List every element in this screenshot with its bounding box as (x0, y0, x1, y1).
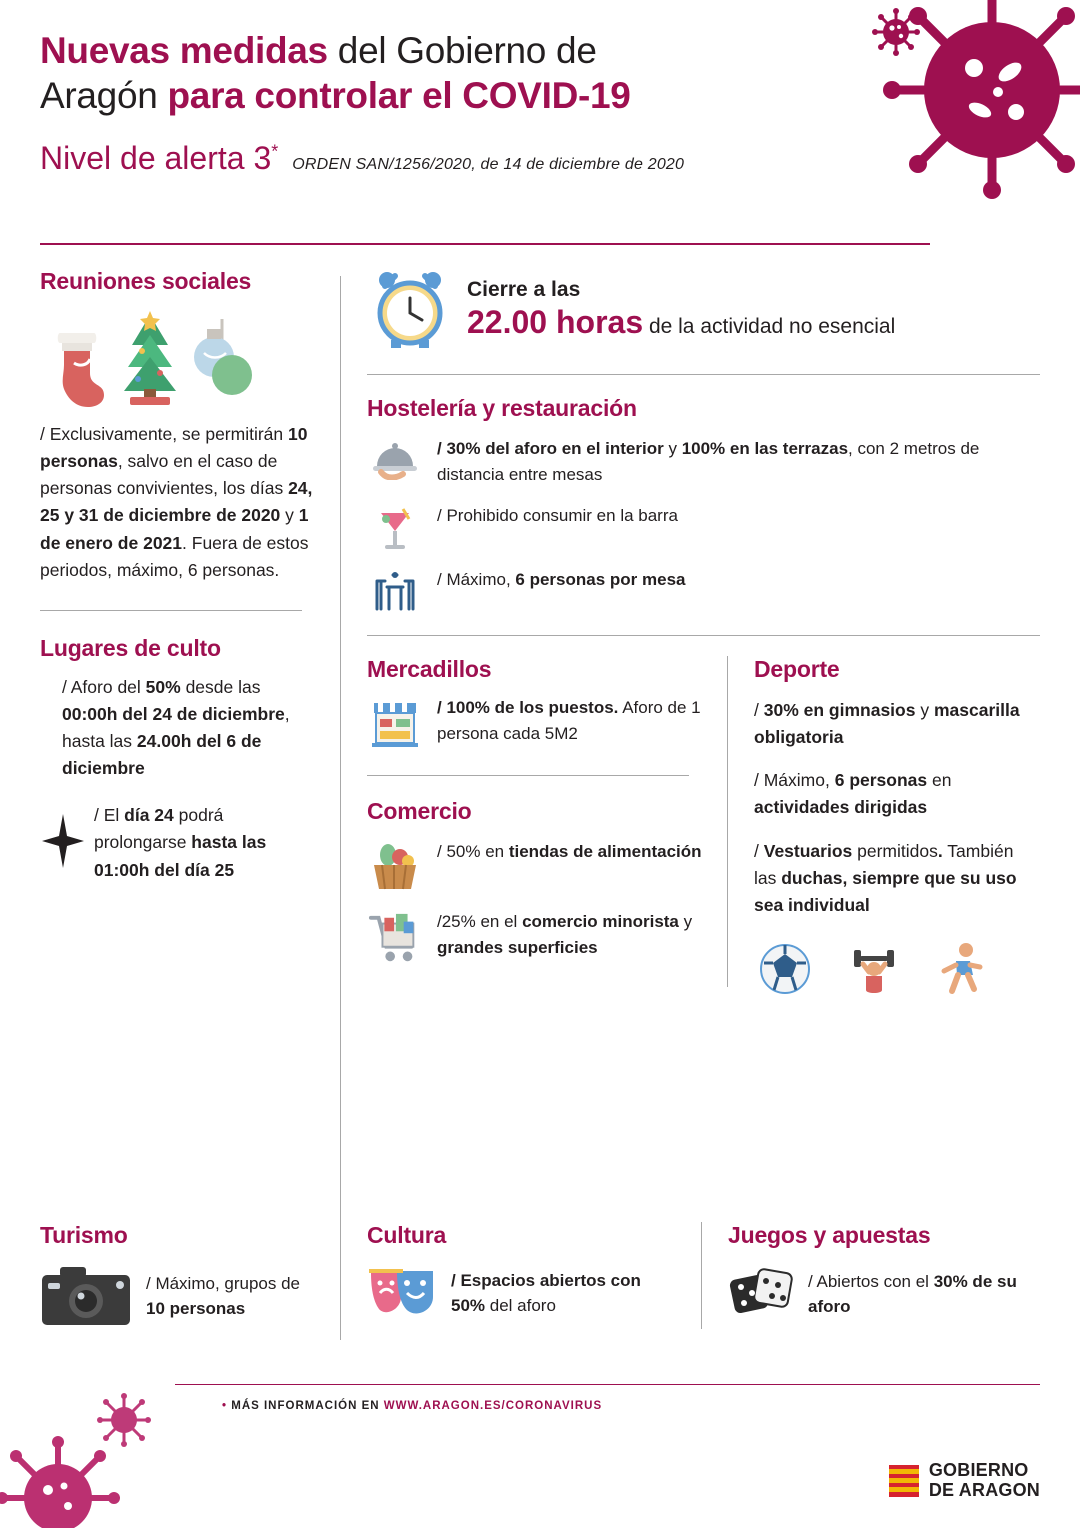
dep1-text-2: y (915, 700, 934, 720)
dep3-bold-1: Vestuarios (763, 840, 853, 861)
com2-text-1: /25% en el (437, 912, 523, 931)
host1-text-2: , con 2 metros de distancia entre mesas (437, 439, 980, 484)
bottom-sections (40, 1222, 1040, 1329)
comercio-item-2 (367, 909, 705, 967)
turismo-item (40, 1263, 318, 1329)
hosteleria-item-3-text (437, 567, 1040, 593)
market-stall-icon (367, 695, 423, 751)
com1-bold-1: tiendas de alimentación (508, 842, 702, 861)
com2-bold-1: comercio minorista (522, 912, 679, 931)
gob-line-2: DE ARAGON (928, 1479, 1040, 1500)
tur-text-1: / Máximo, grupos de (146, 1273, 301, 1293)
closing-line-2 (467, 304, 895, 341)
culto-text-2: desde las (180, 676, 261, 697)
juegos-item-text (808, 1269, 1040, 1320)
star-icon (40, 812, 86, 870)
left-column (40, 268, 340, 1380)
content-area (0, 250, 1080, 1380)
alert-level-asterisk: * (271, 141, 279, 162)
comercio-item-2-text (437, 909, 705, 960)
closing-time-text (467, 278, 895, 341)
closing-hour: 22.00 horas (467, 303, 644, 340)
social-bold-3: 1 de enero de 2021 (40, 505, 309, 553)
right-column (341, 268, 1040, 1380)
section-heading-turismo: Turismo (40, 1222, 128, 1248)
header-divider (40, 243, 930, 245)
host3-text-1: / Máximo, (437, 570, 516, 589)
dep3-text-2: permitidos (852, 840, 938, 861)
dep2-bold-2: actividades dirigidas (754, 797, 928, 818)
social-bold-2: 24, 25 y 31 de diciembre de 2020 (40, 478, 313, 526)
social-text-1: / Exclusivamente, se permitirán (40, 424, 289, 444)
culto2-bold-1: día 24 (124, 805, 174, 826)
closing-line-1: Cierre a las (467, 277, 581, 301)
jue-text-1: / Abiertos con el (808, 1271, 934, 1291)
deporte-item-3 (754, 838, 1040, 919)
alert-level (40, 140, 278, 177)
culto2-text-2: podrá prolongarse (94, 805, 224, 853)
jue-bold-1: 30% de su aforo (808, 1271, 1017, 1316)
dep2-text-2: en (927, 770, 952, 791)
christmas-stocking-icon (46, 321, 108, 407)
header (0, 0, 1080, 250)
title-part-3: Aragón (40, 75, 168, 117)
right-divider-1 (367, 374, 1040, 375)
runner-icon (936, 941, 986, 997)
dep2-text-1: / Máximo, (754, 770, 835, 791)
serving-tray-icon (367, 436, 423, 480)
gobierno-de-aragon-logo (889, 1461, 1040, 1500)
dep3-bold-2: . (937, 840, 943, 861)
dep1-bold-2: mascarilla obligatoria (754, 700, 1020, 748)
table-chairs-icon (367, 567, 423, 613)
merc-bold-1: / 100% de los puestos. (437, 698, 619, 717)
aragon-flag-icon (889, 1465, 919, 1497)
comercio-item-1 (367, 839, 705, 893)
theatre-masks-icon (367, 1263, 437, 1323)
more-info-line (222, 1400, 602, 1412)
cocktail-icon (367, 503, 423, 551)
deporte-item-1 (754, 697, 1040, 751)
sports-icons-group (754, 941, 1040, 997)
culto-item-1 (40, 674, 318, 783)
weightlifting-icon (846, 942, 902, 996)
dep2-bold-1: 6 personas (834, 770, 928, 791)
cultura-item-text (451, 1268, 679, 1319)
christmas-icons-group (46, 307, 318, 407)
culto-text-1: / Aforo del (62, 676, 146, 697)
dep1-text-1: / (754, 700, 764, 720)
shopping-cart-icon (367, 909, 423, 967)
middle-right-column (728, 656, 1040, 997)
host3-bold-1: 6 personas por mesa (515, 570, 686, 589)
mercadillos-item (367, 695, 705, 751)
dice-icon (728, 1263, 794, 1325)
social-text-4: . Fuera de estos periodos, máximo, 6 personas. (40, 532, 309, 580)
mercadillos-item-text (437, 695, 705, 746)
social-text-2: , salvo en el caso de personas convivientes, los días (40, 451, 289, 499)
section-heading-hosteleria: Hostelería y restauración (367, 395, 637, 421)
left-divider-1 (40, 610, 302, 611)
christmas-bauble-icon (192, 313, 254, 407)
closing-rest: de la actividad no esencial (643, 314, 896, 338)
title-part-4: para controlar el COVID-19 (167, 75, 631, 117)
alarm-clock-icon (371, 268, 449, 350)
camera-icon (40, 1263, 132, 1329)
dep1-bold-1: 30% en gimnasios (763, 700, 916, 720)
section-heading-mercadillos: Mercadillos (367, 656, 492, 682)
culto-bold-1: 50% (145, 676, 181, 697)
hosteleria-item-3 (367, 567, 1040, 613)
turismo-section (40, 1222, 340, 1329)
closing-time-block (367, 268, 1040, 350)
cultura-item (367, 1263, 679, 1323)
com2-text-2: y (678, 912, 693, 931)
culto-bold-2: 00:00h del 24 de diciembre (62, 703, 285, 724)
section-heading-juegos: Juegos y apuestas (728, 1222, 931, 1248)
cult-bold-1: / Espacios abiertos con 50% (451, 1270, 641, 1315)
social-bold-1: 10 personas (40, 424, 308, 472)
juegos-section (702, 1222, 1040, 1329)
dep3-bold-3: duchas, siempre que su uso sea individual (754, 867, 1017, 915)
gobierno-logo-text (929, 1461, 1040, 1500)
host1-bold-1: / 30% del aforo en el interior (437, 439, 664, 458)
culto2-bold-2: hasta las 01:00h del día 25 (94, 832, 267, 880)
bullet-dot-icon: • (222, 1400, 228, 1412)
section-heading-reuniones-sociales: Reuniones sociales (40, 268, 252, 294)
section-heading-cultura: Cultura (367, 1222, 447, 1248)
culto-text-3: , hasta las (62, 703, 290, 751)
culto2-text-1: / El (94, 805, 125, 826)
footer-divider (175, 1384, 1040, 1385)
section-heading-comercio: Comercio (367, 798, 472, 824)
reuniones-sociales-text (40, 421, 318, 584)
social-text-3: y (280, 505, 299, 526)
right-divider-2 (367, 635, 1040, 636)
culto-item-2 (94, 802, 318, 883)
title-part-2: del Gobierno de (327, 30, 597, 71)
cult-text-1: del aforo (485, 1296, 556, 1315)
title-part-1: Nuevas medidas (40, 30, 328, 71)
subtitle-row (40, 140, 1040, 177)
host1-bold-2: 100% en las terrazas (681, 439, 849, 458)
section-heading-lugares-de-culto: Lugares de culto (40, 634, 221, 661)
com1-text-1: / 50% en (437, 842, 509, 861)
host1-text-1: y (663, 439, 682, 458)
food-basket-icon (367, 839, 423, 893)
hosteleria-item-2 (367, 503, 1040, 551)
coronavirus-url[interactable]: WWW.ARAGON.ES/CORONAVIRUS (383, 1400, 603, 1412)
page-title-line2 (40, 73, 1040, 118)
more-info-prefix: MÁS INFORMACIÓN EN (231, 1400, 384, 1412)
dep3-text-3: También las (754, 840, 1014, 888)
turismo-item-text (146, 1271, 318, 1322)
middle-left-divider (367, 775, 689, 776)
christmas-tree-icon (116, 311, 184, 407)
middle-two-columns (367, 656, 1040, 997)
hosteleria-item-1 (367, 436, 1040, 487)
deporte-item-2 (754, 767, 1040, 821)
merc-text-1: Aforo de 1 persona cada 5M2 (437, 698, 701, 743)
comercio-item-1-text (437, 839, 705, 865)
football-icon (758, 942, 812, 996)
culto-bold-3: 24.00h del 6 de diciembre (62, 731, 262, 779)
com2-bold-2: grandes superficies (437, 937, 598, 957)
footer (0, 1378, 1080, 1528)
gob-line-1: GOBIERNO (928, 1460, 1029, 1481)
hosteleria-item-2-text: / Prohibido consumir en la barra (437, 506, 678, 525)
dep3-text-1: / (754, 840, 764, 861)
middle-left-column (367, 656, 727, 997)
tur-bold-1: 10 personas (146, 1299, 246, 1318)
cultura-section (341, 1222, 701, 1329)
juegos-item (728, 1263, 1040, 1325)
coronavirus-small-icon (872, 8, 920, 56)
alert-level-text: Nivel de alerta 3 (40, 140, 272, 177)
orden-reference: ORDEN SAN/1256/2020, de 14 de diciembre de 2020 (292, 156, 685, 174)
coronavirus-bottom-icon (0, 1378, 175, 1528)
section-heading-deporte: Deporte (754, 656, 840, 682)
hosteleria-item-1-text (437, 436, 1040, 487)
